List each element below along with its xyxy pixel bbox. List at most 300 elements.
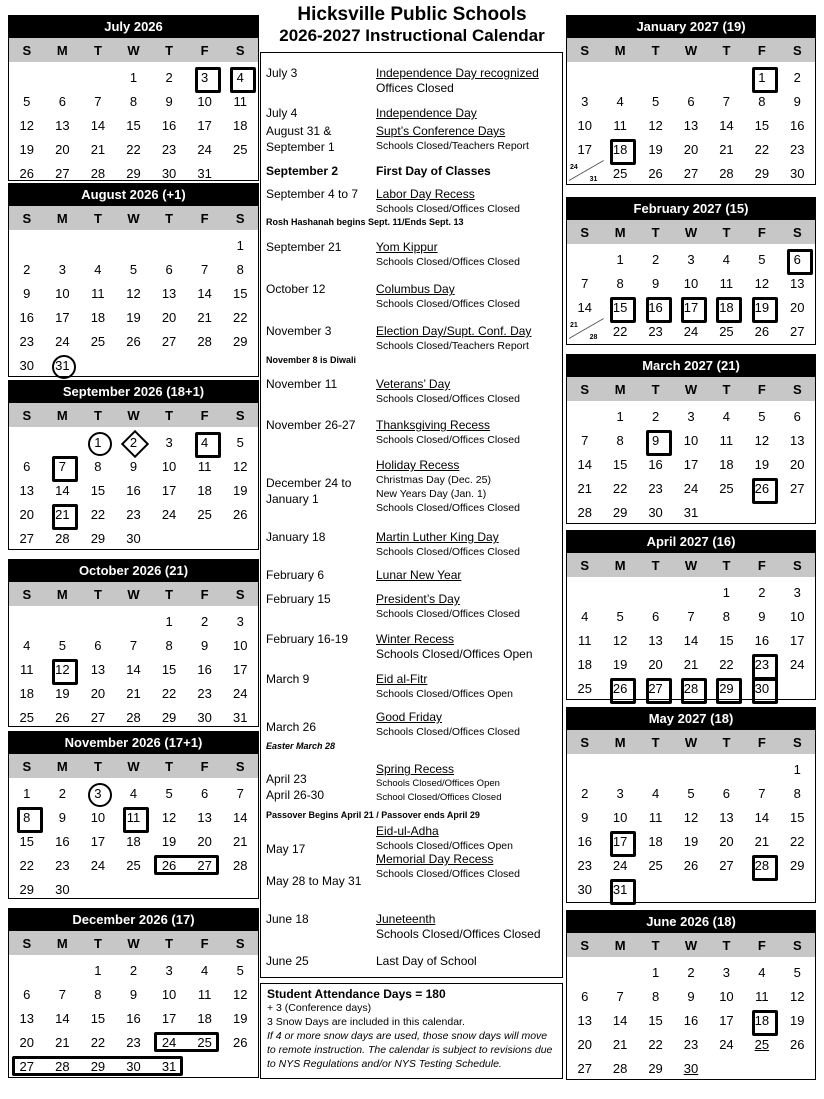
weekday-label: T xyxy=(165,210,174,226)
day-cell xyxy=(567,652,602,676)
weekday-label: W xyxy=(127,758,140,774)
day-number: 17 xyxy=(790,632,805,648)
weekday-label: S xyxy=(580,42,590,58)
days-grid xyxy=(9,606,258,729)
day-cell xyxy=(116,853,152,877)
event-name: Eid al-Fitr xyxy=(376,672,428,686)
day-cell xyxy=(80,454,116,478)
day-cell xyxy=(116,113,152,137)
event-status-line: Schools Closed/Offices Open xyxy=(376,647,533,661)
day-number: 20 xyxy=(648,656,663,672)
day-number: 4 xyxy=(758,964,766,980)
empty-day xyxy=(80,609,116,633)
day-number: 19 xyxy=(232,1010,248,1026)
day-number: 14 xyxy=(577,456,592,472)
day-cell xyxy=(673,271,708,295)
month-may-2027 xyxy=(566,707,816,903)
day-number: 30 xyxy=(577,881,592,897)
event-date-line: July 3 xyxy=(266,66,298,80)
day-number: 18 xyxy=(19,685,35,701)
day-cell xyxy=(673,452,708,476)
day-number: 15 xyxy=(90,1010,106,1026)
empty-day xyxy=(567,960,602,984)
event-note: Passover Begins April 21 / Passover ends April 29 xyxy=(266,810,480,820)
day-cell xyxy=(744,247,779,271)
day-cell xyxy=(45,853,81,877)
day-cell xyxy=(187,65,223,89)
day-cell xyxy=(116,329,152,353)
day-number: 29 xyxy=(754,165,770,181)
day-cell xyxy=(673,500,708,524)
day-cell xyxy=(45,305,81,329)
month-feb-2027 xyxy=(566,197,816,345)
weekday-label: T xyxy=(651,224,660,240)
day-cell xyxy=(709,271,744,295)
day-number: 5 xyxy=(687,785,695,801)
weekday-label: T xyxy=(93,586,102,602)
event-status-line: Schools Closed/Teachers Report xyxy=(376,340,529,352)
event-date xyxy=(266,323,331,339)
day-number: 10 xyxy=(55,285,70,301)
day-number: 12 xyxy=(648,117,663,133)
day-cell xyxy=(567,805,602,829)
empty-day xyxy=(602,580,637,604)
weekday-label: W xyxy=(684,937,698,953)
event-date xyxy=(266,281,325,297)
day-cell xyxy=(602,113,637,137)
day-number: 17 xyxy=(197,117,212,133)
empty-day xyxy=(45,233,81,257)
day-cell xyxy=(780,1032,815,1056)
weekday-label: F xyxy=(200,586,209,602)
day-cell xyxy=(744,1008,779,1032)
day-number: 7 xyxy=(236,785,244,801)
event-status-line: Schools Closed/Offices Closed xyxy=(376,546,520,558)
day-cell xyxy=(744,295,779,319)
day-number: 30 xyxy=(648,504,663,520)
weekday-label: M xyxy=(56,586,68,602)
day-number: 15 xyxy=(612,456,628,472)
day-cell xyxy=(151,257,187,281)
day-cell xyxy=(709,476,744,500)
weekday-label: M xyxy=(614,42,626,58)
day-cell xyxy=(9,454,45,478)
day-cell xyxy=(673,1056,708,1080)
day-number: 3 xyxy=(236,613,244,629)
day-number: 21 xyxy=(570,322,578,329)
event-date xyxy=(266,911,309,927)
day-cell xyxy=(222,430,258,454)
day-number: 7 xyxy=(758,785,766,801)
day-cell xyxy=(567,452,602,476)
day-cell xyxy=(709,295,744,319)
day-cell xyxy=(709,452,744,476)
weekday-label: S xyxy=(235,586,245,602)
weekday-label: T xyxy=(722,937,731,953)
month-title: September 2026 (18+1) xyxy=(9,381,258,403)
event-status-line: Schools Closed/Offices Open xyxy=(376,840,513,852)
day-number: 6 xyxy=(201,785,209,801)
event-name: Supt’s Conference Days xyxy=(376,124,506,138)
day-cell xyxy=(116,478,152,502)
month-dec-2026 xyxy=(8,908,259,1078)
weekday-label: T xyxy=(93,758,102,774)
day-number: 11 xyxy=(20,661,34,677)
weekday-label: M xyxy=(56,210,68,226)
day-number: 9 xyxy=(651,432,660,448)
day-number: 1 xyxy=(616,251,624,267)
day-number: 20 xyxy=(90,685,106,701)
day-number: 21 xyxy=(126,685,141,701)
event-status-line: Schools Closed/Offices Closed xyxy=(376,726,520,738)
day-number: 23 xyxy=(55,857,70,873)
empty-day xyxy=(744,757,779,781)
event-date xyxy=(266,771,324,803)
day-cell xyxy=(80,89,116,113)
day-cell xyxy=(709,161,744,185)
month-title: April 2027 (16) xyxy=(567,531,815,553)
day-number: 2 xyxy=(129,962,138,978)
day-number: 28 xyxy=(589,334,598,341)
day-number: 1 xyxy=(793,761,801,777)
day-cell xyxy=(222,305,258,329)
day-number: 3 xyxy=(722,964,731,980)
day-number: 10 xyxy=(577,117,592,133)
day-cell xyxy=(780,984,815,1008)
day-cell xyxy=(45,329,81,353)
day-cell xyxy=(151,609,187,633)
day-cell xyxy=(116,65,152,89)
month-title: June 2026 (18) xyxy=(567,911,815,933)
day-cell xyxy=(744,652,779,676)
weekday-label: S xyxy=(792,937,802,953)
day-cell xyxy=(567,1032,602,1056)
day-number: 17 xyxy=(612,833,628,849)
day-number: 23 xyxy=(790,141,805,157)
school-name: Hicksville Public Schools xyxy=(297,4,527,25)
day-cell xyxy=(638,500,673,524)
weekday-label: S xyxy=(22,210,32,226)
day-cell xyxy=(80,1030,116,1054)
day-number: 11 xyxy=(613,117,627,133)
day-cell xyxy=(187,478,223,502)
day-cell xyxy=(9,502,45,526)
day-cell xyxy=(602,89,637,113)
day-number: 17 xyxy=(232,661,248,677)
empty-day xyxy=(709,757,744,781)
day-number: 30 xyxy=(126,1058,141,1074)
event-status xyxy=(376,545,520,559)
day-number: 16 xyxy=(161,117,177,133)
day-cell xyxy=(709,580,744,604)
day-number: 14 xyxy=(197,285,212,301)
weekday-header xyxy=(9,582,258,606)
day-number: 2 xyxy=(581,785,589,801)
day-number: 4 xyxy=(581,608,589,624)
day-number: 6 xyxy=(23,986,31,1002)
day-number: 18 xyxy=(648,833,663,849)
day-number: 16 xyxy=(648,456,663,472)
day-number: 17 xyxy=(161,482,177,498)
day-cell xyxy=(9,805,45,829)
day-cell xyxy=(151,137,187,161)
weekday-label: T xyxy=(722,381,731,397)
day-cell xyxy=(638,1032,673,1056)
day-number: 25 xyxy=(126,857,141,873)
day-number: 4 xyxy=(23,637,31,653)
day-cell xyxy=(602,652,637,676)
day-number: 10 xyxy=(90,809,106,825)
day-cell xyxy=(602,676,637,700)
event-status xyxy=(376,433,520,447)
day-number: 27 xyxy=(790,323,805,339)
day-cell xyxy=(744,805,779,829)
day-number: 25 xyxy=(648,857,663,873)
day-cell xyxy=(45,877,81,901)
day-number: 2 xyxy=(201,613,209,629)
day-number: 3 xyxy=(94,785,102,801)
day-cell xyxy=(9,853,45,877)
day-number: 8 xyxy=(23,809,31,825)
day-cell xyxy=(222,478,258,502)
day-number: 5 xyxy=(616,608,624,624)
event-name: Yom Kippur xyxy=(376,240,438,254)
days-grid xyxy=(9,778,258,901)
event-status xyxy=(376,392,520,406)
day-cell xyxy=(116,281,152,305)
event-status-line: School Closed/Offices Closed xyxy=(376,792,502,803)
weekday-label: T xyxy=(651,937,660,953)
day-number: 5 xyxy=(236,962,244,978)
day-cell xyxy=(780,604,815,628)
day-number: 28 xyxy=(754,857,770,873)
day-cell xyxy=(187,502,223,526)
day-cell xyxy=(222,705,258,729)
day-number: 15 xyxy=(126,117,141,133)
day-number: 5 xyxy=(793,964,801,980)
day-cell xyxy=(567,271,602,295)
day-number: 19 xyxy=(126,309,141,325)
empty-day xyxy=(567,247,602,271)
day-cell xyxy=(151,113,187,137)
empty-day xyxy=(638,757,673,781)
day-number: 30 xyxy=(19,357,35,373)
day-number: 15 xyxy=(648,1012,663,1028)
day-number: 10 xyxy=(161,986,177,1002)
day-number: 15 xyxy=(161,661,177,677)
day-number: 24 xyxy=(570,164,578,171)
day-number: 16 xyxy=(754,632,770,648)
weekday-label: T xyxy=(722,734,731,750)
day-number: 18 xyxy=(612,141,628,157)
event-status xyxy=(376,777,502,805)
event-name: First Day of Classes xyxy=(376,164,491,178)
day-number: 15 xyxy=(790,809,805,825)
day-number: 19 xyxy=(648,141,663,157)
day-cell xyxy=(780,628,815,652)
day-number: 1 xyxy=(23,785,31,801)
day-cell xyxy=(638,829,673,853)
day-cell xyxy=(116,89,152,113)
event-name: Labor Day Recess xyxy=(376,187,475,201)
day-cell xyxy=(673,476,708,500)
day-number: 18 xyxy=(719,456,734,472)
day-number: 6 xyxy=(722,785,731,801)
day-number: 23 xyxy=(161,141,177,157)
day-number: 1 xyxy=(165,613,173,629)
month-title: January 2027 (19) xyxy=(567,16,815,38)
day-number: 26 xyxy=(126,333,141,349)
day-number: 27 xyxy=(197,857,212,873)
day-cell xyxy=(744,65,779,89)
event-date-line: August 31 & xyxy=(266,124,332,138)
day-cell xyxy=(780,476,815,500)
day-number: 27 xyxy=(19,530,35,546)
empty-day xyxy=(602,757,637,781)
day-cell xyxy=(744,984,779,1008)
day-cell xyxy=(151,478,187,502)
day-cell xyxy=(222,233,258,257)
day-cell xyxy=(116,526,152,550)
day-number: 14 xyxy=(719,117,734,133)
day-number: 14 xyxy=(683,632,699,648)
day-cell xyxy=(673,319,708,343)
weekday-label: M xyxy=(56,42,68,58)
weekday-label: S xyxy=(235,758,245,774)
day-number: 27 xyxy=(648,680,663,696)
event-name: Columbus Day xyxy=(376,282,455,296)
weekday-label: S xyxy=(22,407,32,423)
day-cell xyxy=(780,161,815,185)
day-cell xyxy=(9,829,45,853)
day-cell xyxy=(9,705,45,729)
day-cell xyxy=(151,305,187,329)
empty-day xyxy=(567,404,602,428)
day-cell xyxy=(744,829,779,853)
event-status-line: Schools Closed/Offices Open xyxy=(376,778,500,789)
day-number: 19 xyxy=(55,685,70,701)
day-number: 22 xyxy=(19,857,35,873)
day-cell xyxy=(567,89,602,113)
day-number: 26 xyxy=(648,165,663,181)
day-number: 12 xyxy=(232,986,248,1002)
day-number: 11 xyxy=(719,275,734,291)
day-number: 31 xyxy=(232,709,248,725)
day-number: 3 xyxy=(165,962,173,978)
empty-day xyxy=(673,757,708,781)
day-cell xyxy=(709,113,744,137)
day-cell xyxy=(151,805,187,829)
day-cell xyxy=(45,137,81,161)
event-status xyxy=(376,867,520,881)
event-date-line: May 28 to May 31 xyxy=(266,874,362,888)
day-number: 4 xyxy=(94,261,102,277)
day-cell xyxy=(116,454,152,478)
day-number: 9 xyxy=(129,986,138,1002)
day-cell xyxy=(780,295,815,319)
weekday-label: T xyxy=(93,407,102,423)
weekday-header xyxy=(9,206,258,230)
day-number: 16 xyxy=(126,482,141,498)
day-cell xyxy=(116,137,152,161)
day-cell xyxy=(638,1056,673,1080)
day-number: 5 xyxy=(23,93,31,109)
weekday-label: W xyxy=(684,381,698,397)
day-number: 12 xyxy=(683,809,699,825)
day-number: 26 xyxy=(683,857,699,873)
empty-day xyxy=(151,233,187,257)
day-cell xyxy=(602,428,637,452)
day-cell xyxy=(222,609,258,633)
day-number: 8 xyxy=(94,986,102,1002)
day-cell xyxy=(602,604,637,628)
day-number: 9 xyxy=(58,809,66,825)
event-date xyxy=(266,631,348,647)
day-cell xyxy=(9,982,45,1006)
day-cell xyxy=(602,829,637,853)
day-cell xyxy=(9,877,45,901)
day-number: 14 xyxy=(232,809,248,825)
day-cell xyxy=(638,89,673,113)
day-number: 22 xyxy=(648,1036,663,1052)
weekday-label: S xyxy=(580,381,590,397)
event-date xyxy=(266,186,358,202)
day-cell xyxy=(187,281,223,305)
weekday-label: W xyxy=(684,224,698,240)
event-date-line: September 1 xyxy=(266,140,335,154)
day-number: 18 xyxy=(719,299,734,315)
day-number: 4 xyxy=(722,251,731,267)
day-number: 26 xyxy=(790,1036,805,1052)
day-cell xyxy=(673,829,708,853)
day-cell xyxy=(744,853,779,877)
day-cell xyxy=(638,805,673,829)
day-cell xyxy=(602,628,637,652)
day-cell xyxy=(187,681,223,705)
event-date xyxy=(266,567,324,583)
day-cell xyxy=(187,1006,223,1030)
day-cell xyxy=(638,676,673,700)
day-number: 13 xyxy=(648,632,663,648)
day-cell xyxy=(673,628,708,652)
weekday-label: M xyxy=(614,224,626,240)
weekday-header xyxy=(9,403,258,427)
day-cell xyxy=(116,781,152,805)
day-cell xyxy=(602,295,637,319)
day-number: 11 xyxy=(197,986,212,1002)
day-cell xyxy=(709,604,744,628)
day-number: 13 xyxy=(719,809,734,825)
day-cell xyxy=(709,652,744,676)
day-number: 13 xyxy=(577,1012,592,1028)
days-grid xyxy=(567,577,815,700)
day-number: 29 xyxy=(719,680,734,696)
weekday-label: T xyxy=(651,734,660,750)
event-date-line: November 3 xyxy=(266,324,332,338)
day-cell xyxy=(151,657,187,681)
weekday-label: S xyxy=(235,407,245,423)
day-number: 6 xyxy=(687,93,695,109)
day-cell xyxy=(187,329,223,353)
day-cell xyxy=(780,404,815,428)
day-cell xyxy=(151,281,187,305)
weekday-label: T xyxy=(651,42,660,58)
event-date-line: November 11 xyxy=(266,377,338,391)
event-date-line: May 17 xyxy=(266,842,306,856)
day-cell xyxy=(9,1006,45,1030)
day-cell xyxy=(222,257,258,281)
day-number: 26 xyxy=(754,323,770,339)
